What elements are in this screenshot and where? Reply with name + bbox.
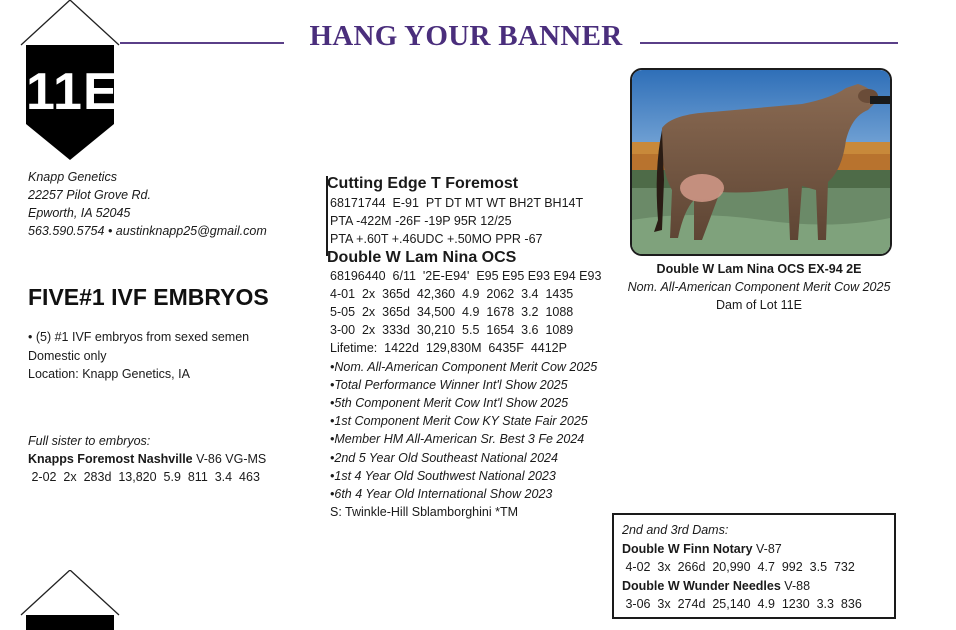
dam-honor: •6th 4 Year Old International Show 2023 bbox=[330, 487, 553, 502]
dam-record: 4-01 2x 365d 42,360 4.9 2062 3.4 1435 bbox=[330, 286, 574, 301]
dam-sire-line: S: Twinkle-Hill Sblamborghini *TM bbox=[330, 505, 519, 520]
sire-line: PTA -422M -26F -19P 95R 12/25 bbox=[330, 214, 512, 229]
consignor-info bbox=[28, 168, 267, 240]
consignor-address: 22257 Pilot Grove Rd. bbox=[28, 188, 151, 202]
full-sister-score: V-86 VG-MS bbox=[192, 452, 267, 466]
consignor-city: Epworth, IA 52045 bbox=[28, 206, 131, 220]
dam-honor: •1st 4 Year Old Southwest National 2023 bbox=[330, 468, 556, 483]
cow-photo bbox=[630, 68, 892, 256]
dam-record: 3-00 2x 333d 30,210 5.5 1654 3.6 1089 bbox=[330, 323, 574, 338]
dam-record: Lifetime: 1422d 129,830M 6435F 4412P bbox=[330, 341, 567, 356]
next-lot-banner bbox=[18, 570, 128, 630]
offering-line: Domestic only bbox=[28, 348, 107, 363]
dam-honor: •2nd 5 Year Old Southeast National 2024 bbox=[330, 450, 558, 465]
offering-line: • (5) #1 IVF embryos from sexed semen bbox=[28, 330, 250, 344]
full-sister-name: Knapps Foremost Nashville bbox=[28, 452, 193, 466]
dam-name: Double W Lam Nina OCS bbox=[327, 248, 517, 266]
dam3-record: 3-06 3x 274d 25,140 4.9 1230 3.3 836 bbox=[622, 597, 862, 611]
dam-record: 5-05 2x 365d 34,500 4.9 1678 3.2 1088 bbox=[330, 305, 574, 320]
consignor-contact: 563.590.5754 • austinknapp25@gmail.com bbox=[28, 224, 267, 238]
header-rule-right bbox=[640, 42, 898, 44]
caption-note: Dam of Lot 11E bbox=[716, 298, 802, 312]
offering-headline: FIVE#1 IVF EMBRYOS bbox=[28, 284, 269, 310]
header-rule-left bbox=[120, 42, 284, 44]
offering-description bbox=[28, 328, 249, 384]
full-sister-label: Full sister to embryos: bbox=[28, 434, 151, 448]
pedigree-column bbox=[327, 174, 602, 521]
full-sister-record: 2-02 2x 283d 13,820 5.9 811 3.4 463 bbox=[28, 470, 260, 484]
dam-honor: •Member HM All-American Sr. Best 3 Fe 2024 bbox=[330, 432, 585, 447]
dam-record: 68196440 6/11 '2E-E94' E95 E95 E93 E94 E93 bbox=[330, 268, 602, 283]
dams-heading: 2nd and 3rd Dams: bbox=[622, 523, 729, 537]
page-title: HANG YOUR BANNER bbox=[309, 20, 623, 52]
dam2-record: 4-02 3x 266d 20,990 4.7 992 3.5 732 bbox=[622, 560, 855, 574]
sire-line: PTA +.60T +.46UDC +.50MO PPR -67 bbox=[330, 232, 543, 247]
dam-honor: •Total Performance Winner Int'l Show 2025 bbox=[330, 377, 568, 392]
dam3-score: V-88 bbox=[780, 578, 811, 593]
dam-honor: •1st Component Merit Cow KY State Fair 2025 bbox=[330, 414, 588, 429]
dam-honor: •Nom. All-American Component Merit Cow 2025 bbox=[330, 359, 598, 374]
dam2-score: V-87 bbox=[752, 541, 782, 556]
sire-name: Cutting Edge T Foremost bbox=[327, 175, 519, 192]
dam2-name: Double W Finn Notary bbox=[622, 541, 753, 556]
caption-name: Double W Lam Nina OCS EX-94 2E bbox=[656, 262, 862, 276]
dams-box bbox=[612, 513, 896, 619]
dam-honor: •5th Component Merit Cow Int'l Show 2025 bbox=[330, 396, 569, 411]
lot-number: 11E bbox=[26, 63, 119, 121]
photo-caption bbox=[612, 260, 906, 314]
cow-photo-illustration bbox=[632, 70, 890, 254]
offering-line: Location: Knapp Genetics, IA bbox=[28, 367, 190, 381]
full-sister bbox=[28, 432, 266, 486]
sire-line: 68171744 E-91 PT DT MT WT BH2T BH14T bbox=[330, 196, 584, 210]
dam3-name: Double W Wunder Needles bbox=[622, 578, 781, 593]
caption-honor: Nom. All-American Component Merit Cow 2025 bbox=[627, 280, 891, 294]
consignor-name: Knapp Genetics bbox=[28, 170, 117, 184]
